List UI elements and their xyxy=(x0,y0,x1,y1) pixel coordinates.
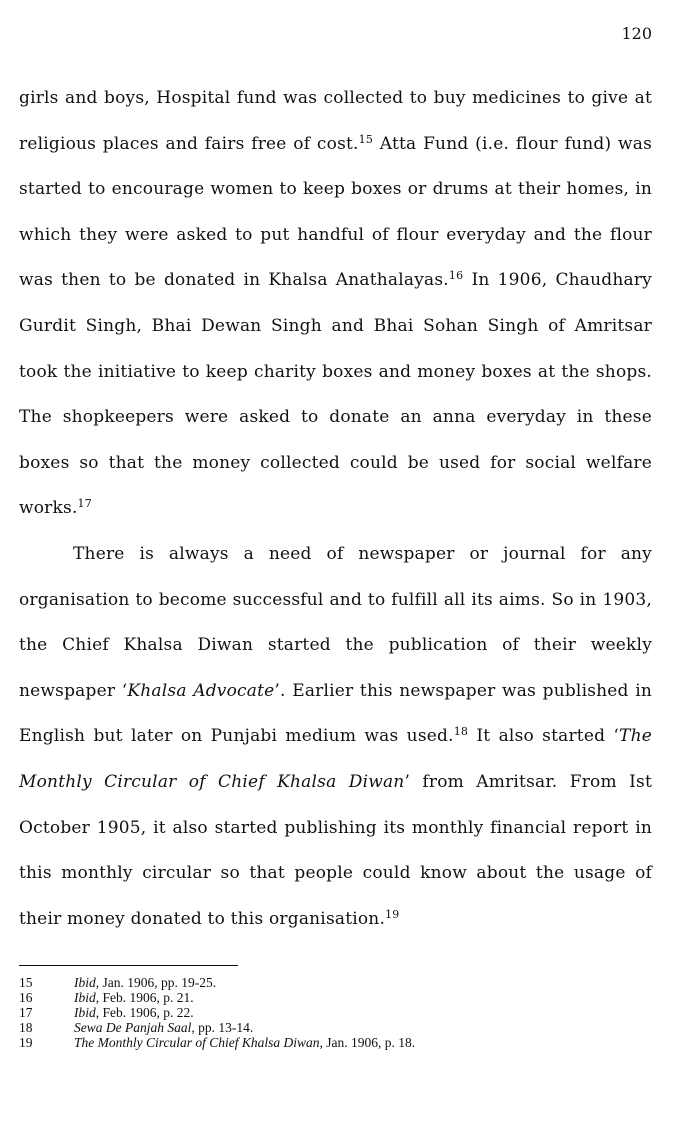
text-run: ’. Earlier this newspaper was published in English but later on Punjabi medium was used. xyxy=(19,680,652,747)
footnote-18 xyxy=(19,1020,415,1035)
footnote-source: Ibid xyxy=(74,1005,96,1020)
footnotes xyxy=(19,975,415,1050)
italic-title: Khalsa Advocate xyxy=(127,680,275,701)
footnote-number: 19 xyxy=(19,1035,33,1050)
text-run: ’ from Amritsar. From Ist October 1905, it also started publishing its monthly financial report in this monthly circular so that people could know about the usage of their money donated to this organisation. xyxy=(19,771,653,929)
footnote-ref: 16 xyxy=(448,269,464,283)
footnote-ref: 18 xyxy=(453,725,469,739)
footnote-number: 17 xyxy=(19,1005,33,1020)
footnote-ref: 15 xyxy=(358,132,374,146)
body-text xyxy=(19,76,652,942)
footnote-17 xyxy=(19,1005,415,1020)
text-run: It also started ‘ xyxy=(468,726,620,747)
footnote-source: Ibid xyxy=(74,975,96,990)
footnote-ref: 17 xyxy=(77,497,92,511)
footnote-ref: 19 xyxy=(385,907,400,921)
paragraph xyxy=(19,76,652,532)
footnote-divider xyxy=(19,965,238,966)
text-run: There is always a need of newspaper or journal for any organisation to become successful and to fulfill all its aims. So in 1903, the Chief Khalsa Diwan started the publication of their weekly newspaper ‘ xyxy=(19,543,652,701)
footnote-source: The Monthly Circular of Chief Khalsa Diwan, xyxy=(74,1035,323,1050)
footnote-detail: Jan. 1906, p. 18. xyxy=(322,1035,416,1050)
footnote-detail: , Feb. 1906, p. 22. xyxy=(95,1005,194,1020)
paragraph xyxy=(19,532,652,942)
footnote-number: 15 xyxy=(19,975,33,990)
footnote-15 xyxy=(19,975,415,990)
page-number: 120 xyxy=(621,24,652,43)
footnote-19 xyxy=(19,1035,415,1050)
footnote-source: Ibid xyxy=(74,990,96,1005)
footnote-detail: , Feb. 1906, p. 21. xyxy=(95,990,194,1005)
text-run: girls and boys, Hospital fund was collected to buy medicines to give at religious places and fairs free of cost. xyxy=(19,88,652,154)
footnote-number: 18 xyxy=(19,1020,33,1035)
footnote-number: 16 xyxy=(19,990,33,1005)
footnote-detail: , Jan. 1906, pp. 19-25. xyxy=(95,975,217,990)
footnote-detail: pp. 13-14. xyxy=(194,1020,254,1035)
footnote-source: Sewa De Panjah Saal, xyxy=(74,1020,195,1035)
text-run: Atta Fund (i.e. flour fund) was started to encourage women to keep boxes or drums at their homes, in which they were asked to put handful of flour everyday and the flour was then to be donated in Khalsa Anathalayas. xyxy=(19,133,653,291)
text-run: In 1906, Chaudhary Gurdit Singh, Bhai Dewan Singh and Bhai Sohan Singh of Amritsar took the initiative to keep charity boxes and money boxes at the shops. The shopkeepers were asked to donate an anna everyday in these boxes so that the money collected could be used for social welfare works. xyxy=(19,270,652,519)
footnote-16 xyxy=(19,990,415,1005)
italic-title: The Monthly Circular of Chief Khalsa Diwan xyxy=(19,726,652,792)
